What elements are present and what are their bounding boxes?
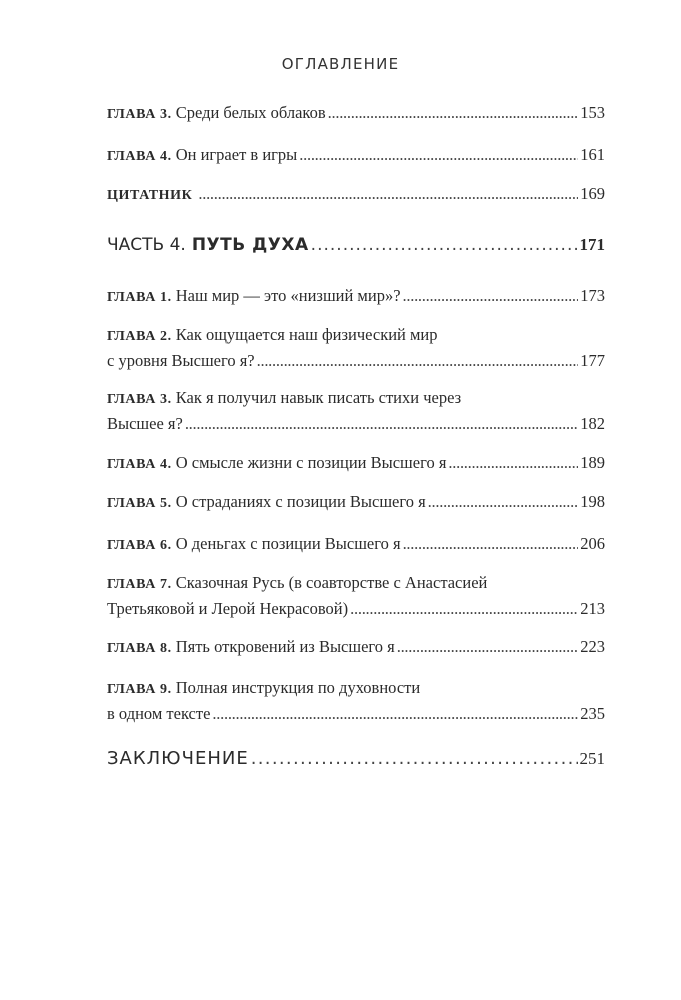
chapter-label: ГЛАВА 9.	[107, 682, 172, 697]
chapter-title: Наш мир — это «низший мир»?	[175, 286, 401, 305]
leader-dots	[403, 284, 579, 308]
chapter-label: ГЛАВА 6.	[107, 538, 172, 553]
chapter-title-line2: с уровня Высшего я?	[107, 351, 255, 370]
toc-entry[interactable]	[107, 532, 605, 558]
chapter-title: Среди белых облаков	[175, 103, 326, 122]
leader-dots	[185, 412, 578, 436]
toc-entry[interactable]	[107, 101, 605, 127]
chapter-label: ГЛАВА 8.	[107, 641, 172, 656]
chapter-label: ГЛАВА 4.	[107, 149, 172, 164]
page-number: 182	[580, 414, 605, 433]
chapter-label: ГЛАВА 3.	[107, 392, 172, 407]
chapter-title: О деньгах с позиции Высшего я	[175, 534, 401, 553]
toc-entry[interactable]	[107, 571, 605, 621]
chapter-title-line1: Как ощущается наш физический мир	[175, 325, 438, 344]
part-title: ПУТЬ ДУХА	[191, 235, 309, 255]
toc-part[interactable]	[107, 233, 605, 257]
chapter-label: ГЛАВА 3.	[107, 107, 172, 122]
chapter-title-line2: Высшее я?	[107, 414, 183, 433]
chapter-title: О страданиях с позиции Высшего я	[175, 492, 426, 511]
page-number: 251	[579, 749, 605, 768]
page-number: 189	[580, 453, 605, 472]
chapter-title: Пять откровений из Высшего я	[175, 637, 395, 656]
page-number: 198	[580, 492, 605, 511]
leader-dots	[257, 349, 579, 373]
page-number: 177	[580, 351, 605, 370]
chapter-title: Он играет в игры	[175, 145, 298, 164]
toc-entry[interactable]	[107, 284, 605, 310]
chapter-title: О смысле жизни с позиции Высшего я	[175, 453, 447, 472]
toc-entry[interactable]	[107, 676, 605, 726]
leader-dots	[299, 143, 578, 167]
leader-dots	[251, 747, 578, 771]
leader-dots	[212, 702, 578, 726]
section-label: ЦИТАТНИК	[107, 188, 193, 203]
chapter-title-line1: Сказочная Русь (в соавторстве с Анастасией	[175, 573, 488, 592]
chapter-label: ГЛАВА 4.	[107, 457, 172, 472]
page-number: 223	[580, 637, 605, 656]
leader-dots	[428, 490, 579, 514]
chapter-label: ГЛАВА 5.	[107, 496, 172, 511]
page-number: 206	[580, 534, 605, 553]
leader-dots	[198, 182, 578, 206]
leader-dots	[311, 233, 578, 257]
chapter-title-line1: Полная инструкция по духовности	[175, 678, 421, 697]
page-number: 153	[580, 103, 605, 122]
toc-entry[interactable]	[107, 490, 605, 516]
toc-entry[interactable]	[107, 635, 605, 661]
toc-conclusion[interactable]	[107, 747, 605, 771]
page-header: ОГЛАВЛЕНИЕ	[281, 55, 400, 73]
leader-dots	[350, 597, 578, 621]
leader-dots	[397, 635, 579, 659]
page-number: 169	[580, 184, 605, 203]
chapter-title-line2: в одном тексте	[107, 704, 211, 723]
toc-entry[interactable]	[107, 323, 605, 373]
conclusion-title: ЗАКЛЮЧЕНИЕ	[107, 748, 249, 769]
leader-dots	[328, 101, 579, 125]
toc-entry[interactable]	[107, 451, 605, 477]
leader-dots	[448, 451, 578, 475]
leader-dots	[403, 532, 579, 556]
chapter-label: ГЛАВА 1.	[107, 290, 172, 305]
page-number: 235	[580, 704, 605, 723]
page-number: 171	[579, 235, 605, 254]
part-label: ЧАСТЬ 4.	[107, 235, 186, 255]
page-number: 161	[580, 145, 605, 164]
chapter-title-line1: Как я получил навык писать стихи через	[175, 388, 462, 407]
toc-entry[interactable]	[107, 143, 605, 169]
toc-entry[interactable]	[107, 386, 605, 436]
toc-entry[interactable]	[107, 182, 605, 208]
page-number: 213	[580, 599, 605, 618]
page-number: 173	[580, 286, 605, 305]
chapter-label: ГЛАВА 7.	[107, 577, 172, 592]
chapter-title-line2: Третьяковой и Лерой Некрасовой)	[107, 599, 349, 618]
chapter-label: ГЛАВА 2.	[107, 329, 172, 344]
